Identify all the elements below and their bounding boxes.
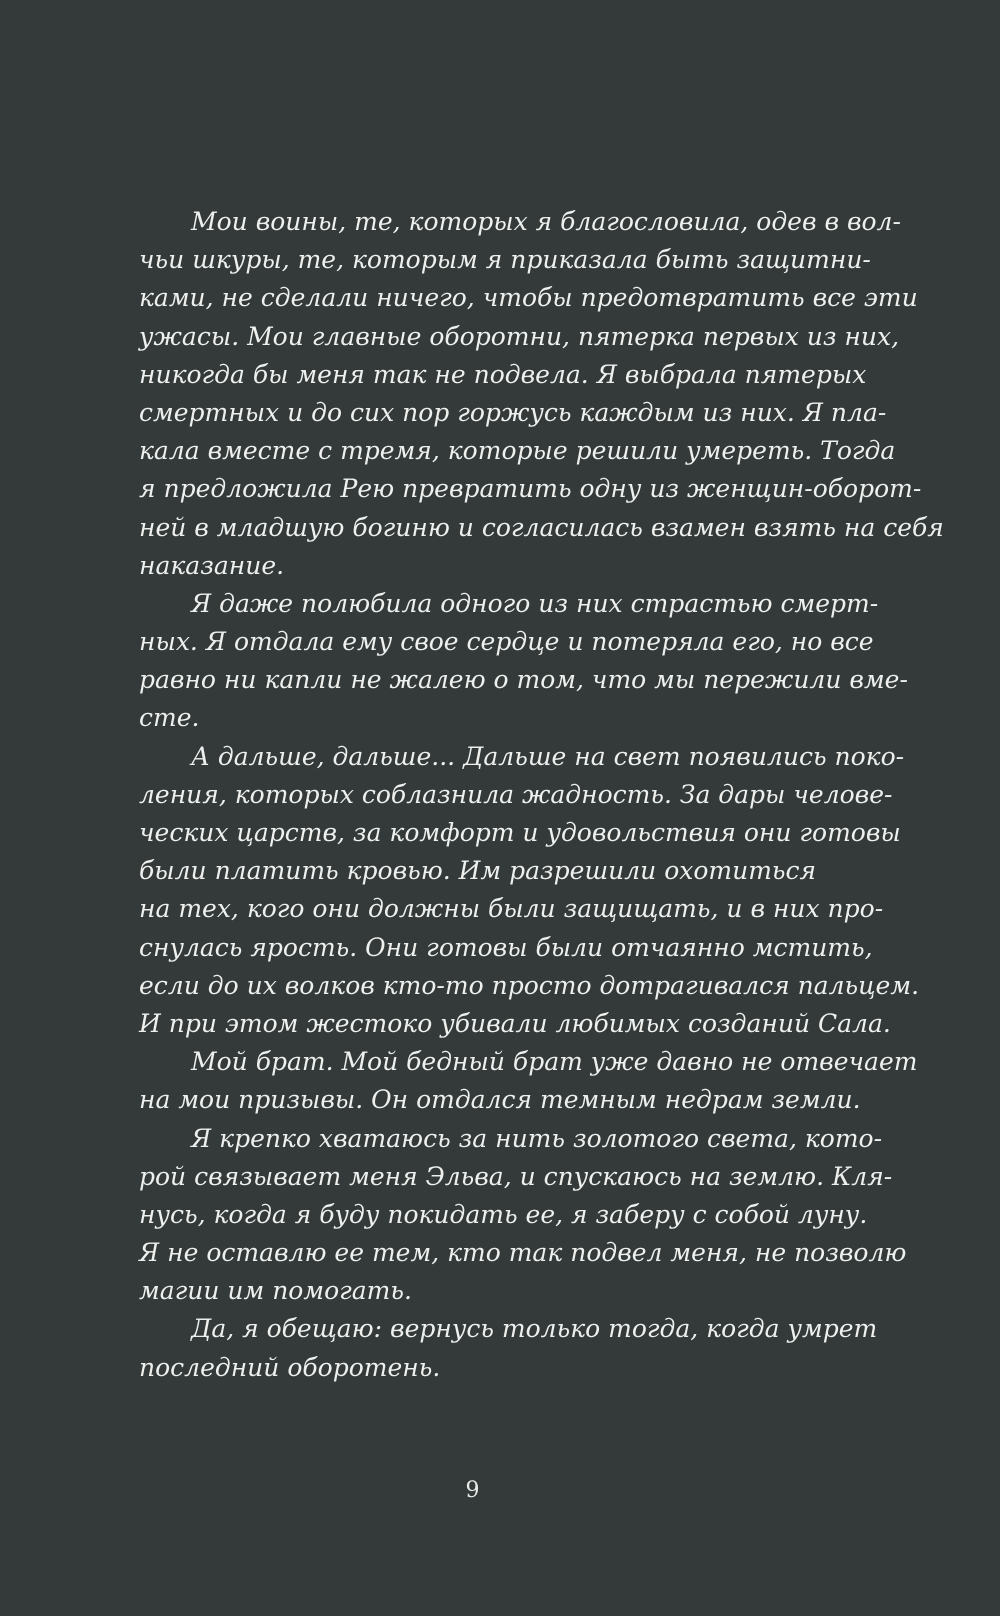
text-line: нусь, когда я буду покидать ее, я заберу с собой луну. (139, 1199, 868, 1229)
text-line: если до их волков кто-то просто дотрагивался пальцем. (139, 970, 920, 1000)
paragraph-1 (139, 203, 944, 585)
text-line: ных. Я отдала ему свое сердце и потеряла его, но все (139, 627, 874, 657)
text-line: Мой брат. Мой бедный брат уже давно не отвечает (191, 1047, 918, 1077)
text-line: А дальше, дальше... Дальше на свет появились поко- (191, 741, 905, 771)
paragraph-4 (139, 1043, 918, 1119)
text-line: смертных и до сих пор горжусь каждым из них. Я пла- (139, 397, 887, 427)
text-line: равно ни капли не жалею о том, что мы пережили вме- (139, 665, 908, 695)
text-line: ужасы. Мои главные оборотни, пятерка первых из них, (139, 321, 900, 351)
page-number: 9 (465, 1478, 480, 1503)
text-line: сте. (139, 703, 200, 733)
text-line: были платить кровью. Им разрешили охотиться (139, 856, 817, 886)
body-text (139, 203, 944, 1387)
text-line: на мои призывы. Он отдался темным недрам земли. (139, 1085, 861, 1115)
text-line: Я крепко хватаюсь за нить золотого света, кото- (191, 1123, 883, 1153)
text-line: рой связывает меня Эльва, и спускаюсь на землю. Кля- (139, 1161, 893, 1191)
text-line: никогда бы меня так не подвела. Я выбрала пятерых (139, 359, 867, 389)
text-line: кала вместе с тремя, которые решили умереть. Тогда (139, 436, 896, 466)
text-line: я предложила Рею превратить одну из женщин-оборот- (139, 474, 922, 504)
text-line: чьи шкуры, те, которым я приказала быть защитни- (139, 245, 871, 275)
text-line: ками, не сделали ничего, чтобы предотвратить все эти (139, 283, 918, 313)
text-line: Я даже полюбила одного из них страстью смерт- (191, 588, 879, 618)
paragraph-6 (139, 1310, 878, 1386)
text-line: магии им помогать. (139, 1276, 412, 1306)
text-line: Я не оставлю ее тем, кто так подвел меня, не позволю (139, 1238, 907, 1268)
text-line: И при этом жестоко убивали любимых созданий Сала. (139, 1008, 891, 1038)
text-line: ления, которых соблазнила жадность. За дары челове- (139, 779, 893, 809)
text-line: снулась ярость. Они готовы были отчаянно мстить, (139, 932, 873, 962)
paragraph-5 (139, 1120, 907, 1311)
text-line: наказание. (139, 550, 285, 580)
text-line: ней в младшую богиню и согласилась взамен взять на себя (139, 512, 944, 542)
text-line: Мои воины, те, которых я благословила, одев в вол- (191, 207, 901, 236)
paragraph-2 (139, 585, 908, 738)
text-line: последний оборотень. (139, 1352, 441, 1382)
text-line: Да, я обещаю: вернусь только тогда, когда умрет (191, 1314, 878, 1344)
paragraph-3 (139, 738, 920, 1044)
text-line: на тех, кого они должны были защищать, и в них про- (139, 894, 884, 924)
text-line: ческих царств, за комфорт и удовольствия они готовы (139, 818, 901, 847)
